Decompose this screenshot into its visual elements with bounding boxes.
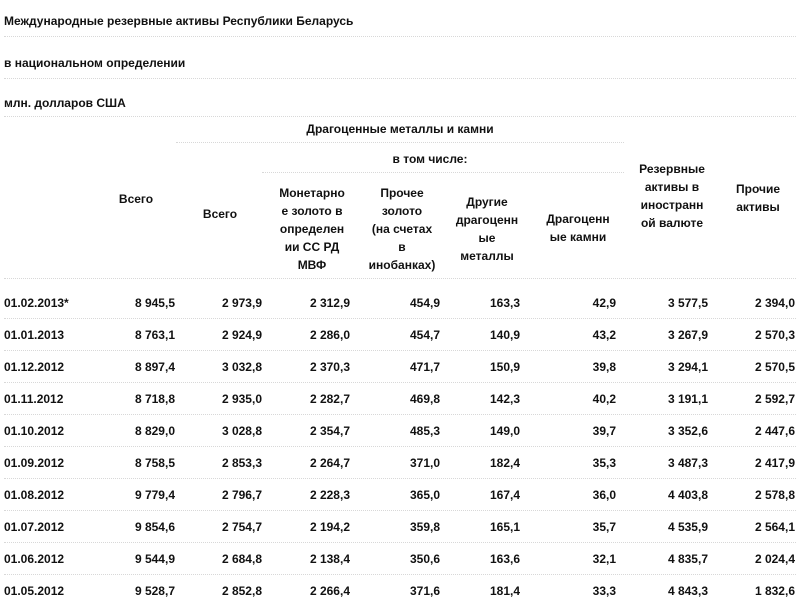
cell-other-metals: 149,0 (489, 424, 520, 438)
cell-monetary-gold: 2 264,7 (309, 456, 350, 470)
cell-other-assets: 2 417,9 (754, 456, 795, 470)
row-divider (4, 446, 796, 447)
row-date: 01.09.2012 (4, 456, 65, 470)
cell-precious-stones: 35,3 (592, 456, 616, 470)
header-precious-metals: Драгоценные металлы и камни (306, 122, 494, 136)
cell-monetary-gold: 2 266,4 (309, 584, 350, 598)
row-date: 01.06.2012 (4, 552, 65, 566)
header-line: Другие (466, 195, 508, 209)
table-row (0, 358, 800, 376)
header-line: в (398, 240, 406, 254)
cell-precious-stones: 43,2 (592, 328, 616, 342)
row-divider (4, 478, 796, 479)
cell-other-assets: 2 394,0 (754, 296, 795, 310)
header-line: ые (478, 231, 496, 245)
cell-other-gold: 350,6 (409, 552, 440, 566)
cell-monetary-gold: 2 370,3 (309, 360, 350, 374)
cell-total: 8 758,5 (134, 456, 175, 470)
divider (4, 116, 796, 117)
row-date: 01.05.2012 (4, 584, 65, 598)
cell-total: 8 829,0 (134, 424, 175, 438)
cell-metals-total: 3 032,8 (221, 360, 262, 374)
table-row (0, 486, 800, 504)
header-line: золото (381, 204, 423, 218)
cell-other-assets: 2 564,1 (754, 520, 795, 534)
header-line: металлы (460, 249, 514, 263)
header-line: драгоценн (455, 213, 519, 227)
header-line: определен (279, 222, 345, 236)
cell-metals-total: 2 935,0 (221, 392, 262, 406)
header-line: (на счетах (371, 222, 433, 236)
cell-other-assets: 2 024,4 (754, 552, 795, 566)
header-line: Резервные (639, 162, 705, 176)
cell-precious-stones: 32,1 (592, 552, 616, 566)
cell-reserve-fx: 4 535,9 (667, 520, 708, 534)
cell-other-gold: 365,0 (409, 488, 440, 502)
cell-reserve-fx: 4 835,7 (667, 552, 708, 566)
header-line: Прочие (735, 182, 780, 196)
cell-monetary-gold: 2 312,9 (309, 296, 350, 310)
header-line: МВФ (297, 258, 327, 272)
cell-precious-stones: 35,7 (592, 520, 616, 534)
cell-reserve-fx: 3 294,1 (667, 360, 708, 374)
header-line: е золото в (281, 204, 343, 218)
cell-monetary-gold: 2 194,2 (309, 520, 350, 534)
cell-other-gold: 454,9 (409, 296, 440, 310)
row-divider (4, 318, 796, 319)
header-line: инобанках) (368, 258, 436, 272)
header-other-gold (362, 184, 442, 274)
table-row (0, 454, 800, 472)
report-subtitle: в национальном определении (4, 56, 186, 70)
report-title: Международные резервные активы Республики Беларусь (4, 14, 354, 28)
cell-other-metals: 182,4 (489, 456, 520, 470)
cell-other-gold: 454,7 (409, 328, 440, 342)
cell-other-metals: 167,4 (489, 488, 520, 502)
header-line: активы (736, 200, 780, 214)
header-line: активы в (644, 180, 700, 194)
cell-reserve-fx: 3 191,1 (667, 392, 708, 406)
row-date: 01.07.2012 (4, 520, 65, 534)
header-line: Прочее (380, 186, 424, 200)
cell-metals-total: 3 028,8 (221, 424, 262, 438)
cell-total: 9 779,4 (134, 488, 175, 502)
cell-metals-total: 2 924,9 (221, 328, 262, 342)
cell-reserve-fx: 3 487,3 (667, 456, 708, 470)
cell-other-assets: 2 570,5 (754, 360, 795, 374)
row-date: 01.01.2013 (4, 328, 65, 342)
cell-other-gold: 471,7 (409, 360, 440, 374)
cell-metals-total: 2 684,8 (221, 552, 262, 566)
header-precious-stones (532, 210, 624, 246)
report-units: млн. долларов США (4, 96, 126, 110)
cell-monetary-gold: 2 286,0 (309, 328, 350, 342)
cell-precious-stones: 33,3 (592, 584, 616, 598)
row-divider (4, 414, 796, 415)
cell-other-metals: 163,6 (489, 552, 520, 566)
divider (4, 278, 796, 279)
header-line: ые камни (549, 230, 607, 244)
row-date: 01.12.2012 (4, 360, 65, 374)
cell-total: 9 854,6 (134, 520, 175, 534)
row-divider (4, 574, 796, 575)
table-row (0, 550, 800, 568)
row-date: 01.02.2013* (4, 296, 69, 310)
table-row (0, 518, 800, 536)
table-row (0, 582, 800, 600)
cell-metals-total: 2 973,9 (221, 296, 262, 310)
row-divider (4, 350, 796, 351)
cell-reserve-fx: 4 403,8 (667, 488, 708, 502)
cell-precious-stones: 39,7 (592, 424, 616, 438)
header-monetary-gold (262, 184, 362, 274)
cell-monetary-gold: 2 228,3 (309, 488, 350, 502)
row-divider (4, 542, 796, 543)
cell-other-assets: 2 447,6 (754, 424, 795, 438)
cell-metals-total: 2 796,7 (221, 488, 262, 502)
cell-reserve-fx: 4 843,3 (667, 584, 708, 598)
header-line: ии СС РД (284, 240, 340, 254)
cell-other-metals: 163,3 (489, 296, 520, 310)
cell-other-metals: 150,9 (489, 360, 520, 374)
header-reserve-fx (624, 160, 720, 232)
cell-other-gold: 485,3 (409, 424, 440, 438)
table-row (0, 390, 800, 408)
header-line: иностранн (640, 198, 704, 212)
row-date: 01.08.2012 (4, 488, 65, 502)
divider (262, 172, 624, 173)
cell-other-assets: 2 592,7 (754, 392, 795, 406)
cell-total: 9 528,7 (134, 584, 175, 598)
cell-other-metals: 142,3 (489, 392, 520, 406)
cell-total: 8 945,5 (134, 296, 175, 310)
header-line: ой валюте (640, 216, 704, 230)
cell-total: 8 763,1 (134, 328, 175, 342)
header-total: Всего (118, 192, 154, 206)
header-metals-total: Всего (202, 207, 238, 221)
cell-total: 8 897,4 (134, 360, 175, 374)
cell-other-metals: 165,1 (489, 520, 520, 534)
cell-reserve-fx: 3 577,5 (667, 296, 708, 310)
cell-other-assets: 2 570,3 (754, 328, 795, 342)
table-row (0, 326, 800, 344)
table-row (0, 294, 800, 312)
row-divider (4, 382, 796, 383)
cell-precious-stones: 36,0 (592, 488, 616, 502)
cell-total: 9 544,9 (134, 552, 175, 566)
cell-metals-total: 2 853,3 (221, 456, 262, 470)
cell-monetary-gold: 2 282,7 (309, 392, 350, 406)
cell-other-gold: 371,6 (409, 584, 440, 598)
cell-precious-stones: 42,9 (592, 296, 616, 310)
divider (4, 36, 796, 37)
cell-monetary-gold: 2 138,4 (309, 552, 350, 566)
cell-total: 8 718,8 (134, 392, 175, 406)
cell-precious-stones: 39,8 (592, 360, 616, 374)
cell-other-metals: 181,4 (489, 584, 520, 598)
cell-other-gold: 469,8 (409, 392, 440, 406)
cell-reserve-fx: 3 267,9 (667, 328, 708, 342)
divider (176, 142, 624, 143)
cell-other-metals: 140,9 (489, 328, 520, 342)
header-in-total: в том числе: (392, 152, 468, 166)
divider (4, 78, 796, 79)
cell-other-gold: 371,0 (409, 456, 440, 470)
cell-other-assets: 2 578,8 (754, 488, 795, 502)
header-other-metals (444, 193, 530, 265)
cell-metals-total: 2 754,7 (221, 520, 262, 534)
cell-monetary-gold: 2 354,7 (309, 424, 350, 438)
row-date: 01.10.2012 (4, 424, 65, 438)
cell-precious-stones: 40,2 (592, 392, 616, 406)
cell-other-assets: 1 832,6 (754, 584, 795, 598)
row-date: 01.11.2012 (4, 392, 64, 406)
header-other-assets (720, 180, 796, 216)
table-row (0, 422, 800, 440)
cell-other-gold: 359,8 (409, 520, 440, 534)
cell-reserve-fx: 3 352,6 (667, 424, 708, 438)
header-line: Монетарно (279, 186, 345, 200)
header-line: Драгоценн (546, 212, 610, 226)
cell-metals-total: 2 852,8 (221, 584, 262, 598)
row-divider (4, 510, 796, 511)
